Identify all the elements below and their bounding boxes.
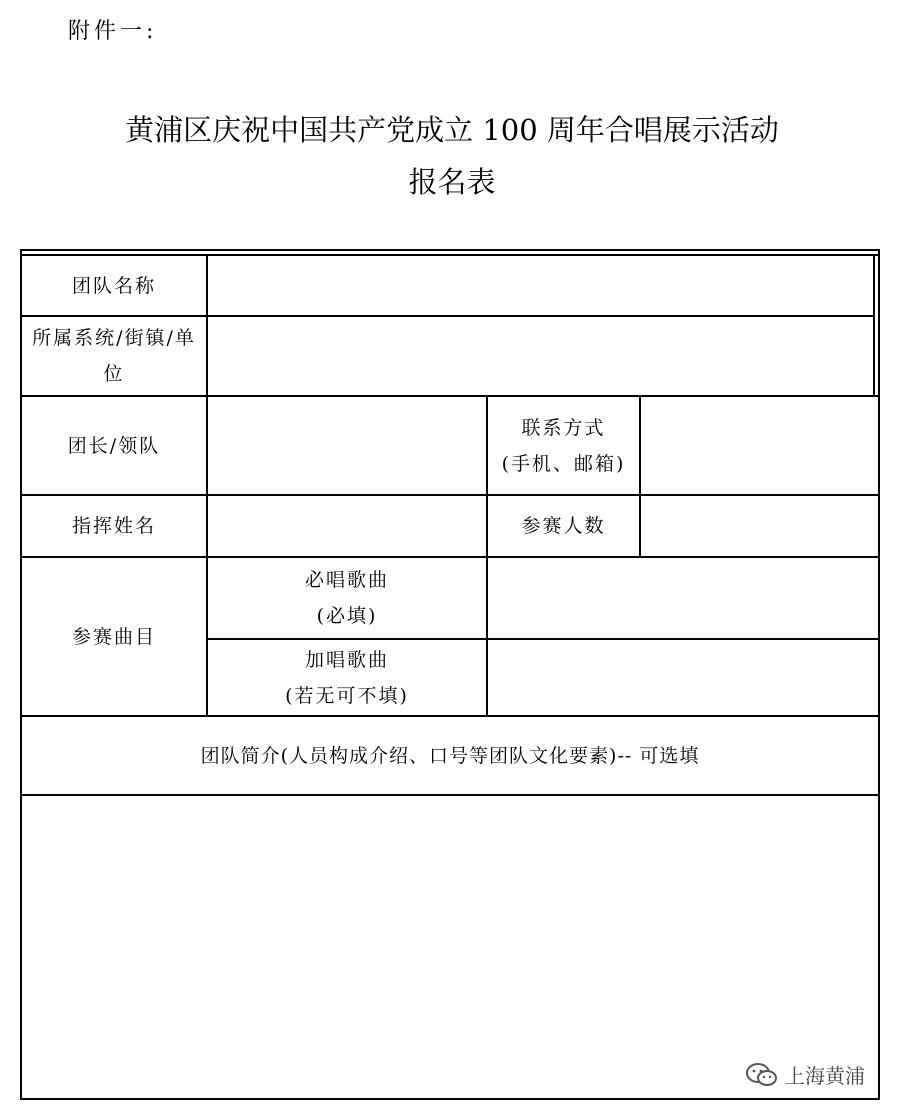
watermark bbox=[745, 1060, 865, 1089]
extra-song-line2: (若无可不填) bbox=[285, 684, 409, 707]
team-name-field[interactable] bbox=[208, 256, 873, 315]
leader-label: 团长/领队 bbox=[67, 434, 161, 457]
affiliation-field[interactable] bbox=[208, 317, 873, 395]
affiliation-label bbox=[22, 317, 206, 395]
affiliation-label-line1: 所属系统/街镇/单 bbox=[32, 327, 196, 349]
required-song-label bbox=[208, 558, 486, 638]
leader-field[interactable] bbox=[208, 397, 486, 494]
table-bottom-border bbox=[20, 1098, 880, 1100]
attachment-label: 附件一: bbox=[68, 19, 158, 44]
team-intro-field[interactable] bbox=[22, 796, 878, 1098]
conductor-label: 指挥姓名 bbox=[71, 515, 156, 537]
extra-song-label bbox=[208, 640, 486, 715]
team-name-label: 团队名称 bbox=[71, 274, 156, 297]
required-song-line2: (必填) bbox=[316, 605, 378, 627]
table-right-border bbox=[878, 249, 880, 1100]
extra-song-line1: 加唱歌曲 bbox=[304, 648, 389, 671]
extra-song-field[interactable] bbox=[488, 640, 878, 715]
form-title: 黄浦区庆祝中国共产党成立 100 周年合唱展示活动 bbox=[125, 113, 779, 147]
contact-label-line1: 联系方式 bbox=[521, 416, 606, 439]
table-right-inner-border bbox=[873, 254, 875, 396]
table-top-border-outer bbox=[20, 249, 880, 251]
conductor-field[interactable] bbox=[208, 496, 486, 556]
contact-field[interactable] bbox=[641, 397, 878, 494]
wechat-icon bbox=[745, 1061, 779, 1089]
form-subtitle: 报名表 bbox=[408, 165, 496, 199]
participants-label: 参赛人数 bbox=[521, 515, 606, 537]
contact-label-line2: (手机、邮箱) bbox=[501, 452, 626, 475]
watermark-text: 上海黄浦 bbox=[785, 1064, 865, 1088]
required-song-field[interactable] bbox=[488, 558, 878, 638]
team-intro-label: 团队简介(人员构成介绍、口号等团队文化要素)-- 可选填 bbox=[200, 744, 700, 767]
required-song-line1: 必唱歌曲 bbox=[304, 569, 389, 591]
participants-field[interactable] bbox=[641, 496, 878, 556]
contact-label bbox=[488, 397, 639, 494]
affiliation-label-line2: 位 bbox=[103, 363, 125, 385]
songs-label: 参赛曲目 bbox=[71, 625, 156, 648]
